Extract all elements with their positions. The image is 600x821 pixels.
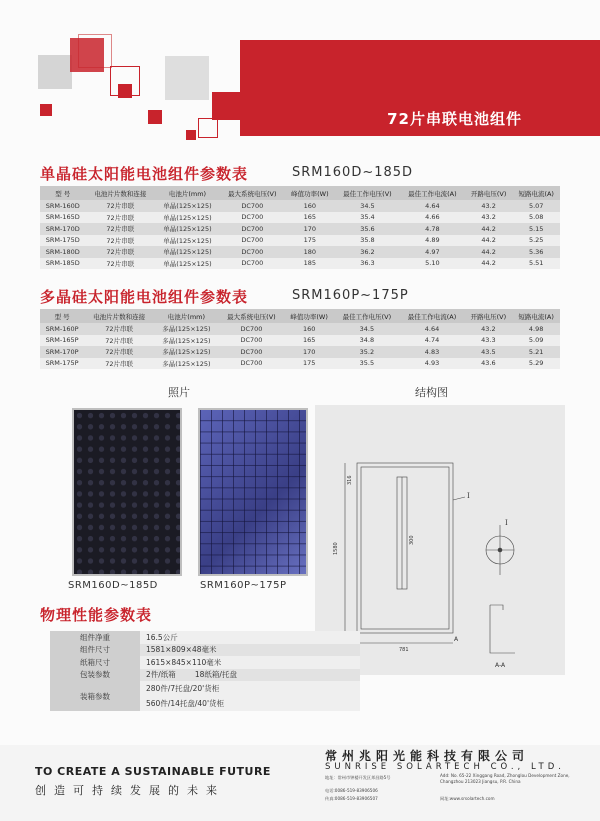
header-cell: 峰值功率(W) [284,309,334,323]
table-row [40,346,560,358]
param-key: 装箱参数 [50,681,140,711]
address-english: Add: No. 65-22 Xinggang Road, Zhonglou Development Zone, Changzhou 213023 Jiangsu, P.R. China [440,773,570,784]
table-cell: 4.66 [400,212,465,224]
table-cell: 43.5 [465,346,513,358]
table-row [40,200,560,212]
decor-square [198,118,218,138]
table-cell: 34.5 [335,200,400,212]
param-value: 1615×845×110毫米 [140,656,360,669]
table-cell: 44.2 [465,235,513,247]
section-marker: A [454,636,459,643]
header-cell: 短路电流(A) [512,309,560,323]
fax-label: 传真: [325,796,335,801]
table-row [50,656,360,669]
table-cell: 4.83 [399,346,464,358]
company-name-english: SUNRISE SOLARTECH CO., LTD. [325,762,565,772]
table-cell: SRM-165D [40,212,86,224]
table-cell: 单晶(125×125) [155,246,220,258]
table-cell: DC700 [219,346,284,358]
table-cell: SRM-170D [40,223,86,235]
param-key: 纸箱尺寸 [50,656,140,669]
table-cell: SRM-165P [40,335,84,347]
table-cell: 5.36 [512,246,560,258]
table-cell: 72片串联 [84,358,154,370]
table-cell: 43.3 [465,335,513,347]
mono-model-range: SRM160D~185D [292,165,414,180]
mono-spec-table [40,186,560,269]
table-cell: DC700 [220,235,285,247]
table-cell: 单晶(125×125) [155,258,220,270]
table-cell: 35.8 [335,235,400,247]
photos-heading: 照片 [168,386,190,399]
param-key: 包装参数 [50,669,140,682]
table-cell: 4.98 [512,323,560,335]
table-cell: 72片串联 [84,346,154,358]
header-cell: 电池片片数和连接 [86,186,156,200]
mono-table-title: 单晶硅太阳能电池组件参数表 [40,165,249,183]
table-cell: 单晶(125×125) [155,235,220,247]
param-value: 2件/纸箱 18纸箱/托盘 [140,669,360,682]
table-cell: 35.4 [335,212,400,224]
table-cell: 单晶(125×125) [155,212,220,224]
website[interactable] [440,796,495,802]
frame-section [490,605,515,653]
frame-outline [357,463,453,633]
table-cell: SRM-180D [40,246,86,258]
table-cell: 4.89 [400,235,465,247]
param-key: 组件净重 [50,631,140,644]
table-cell: 185 [285,258,335,270]
poly-panel-photo [198,408,308,576]
decor-square [70,38,104,72]
table-cell: 单晶(125×125) [155,200,220,212]
banner-title: 72片串联电池组件 [387,110,522,128]
address-chinese: 地址：常州市钟楼开发区邦昌路5号 [325,775,391,780]
poly-spec-table [40,309,560,369]
table-cell: 多晶(125×125) [154,335,219,347]
decor-square [118,84,132,98]
physical-spec-table [50,631,360,711]
table-cell: SRM-160D [40,200,86,212]
table-row [40,258,560,270]
decor-square [148,110,162,124]
phone [325,788,378,794]
table-cell: 多晶(125×125) [154,358,219,370]
edge-dimension: 316 [347,475,353,485]
header-cell: 型 号 [40,309,84,323]
table-cell: 72片串联 [86,223,156,235]
header-cell: 最佳工作电压(V) [334,309,399,323]
table-cell: 72片串联 [86,212,156,224]
decor-square [186,130,196,140]
table-cell: 5.09 [512,335,560,347]
param-value: 280件/7托盘/20'货柜 [140,681,360,696]
table-row [40,246,560,258]
table-cell: SRM-160P [40,323,84,335]
table-cell: 4.64 [399,323,464,335]
table-row [40,223,560,235]
header-cell: 峰值功率(W) [285,186,335,200]
table-cell: 72片串联 [84,335,154,347]
table-cell: 43.2 [465,323,513,335]
decor-square [165,56,209,100]
title-banner [240,40,600,136]
header-cell: 最大系统电压(V) [219,309,284,323]
poly-model-range: SRM160P~175P [292,288,409,303]
header-cell: 最佳工作电压(V) [335,186,400,200]
table-cell: DC700 [220,200,285,212]
table-cell: 5.10 [400,258,465,270]
table-cell: DC700 [219,358,284,370]
decor-square [40,104,52,116]
width-dimension: 781 [399,647,409,653]
header-cell: 开路电压(V) [465,186,513,200]
table-cell: SRM-185D [40,258,86,270]
table-cell: 5.25 [512,235,560,247]
table-cell: 43.6 [465,358,513,370]
param-value: 1581×809×48毫米 [140,644,360,657]
company-name-chinese: 常州兆阳光能科技有限公司 [325,749,530,763]
header-cell: 最佳工作电流(A) [399,309,464,323]
table-row [40,335,560,347]
table-cell: 5.15 [512,223,560,235]
height-dimension: 1580 [333,542,339,555]
table-header-row [40,186,560,200]
table-cell: 4.97 [400,246,465,258]
table-cell: 多晶(125×125) [154,346,219,358]
detail-marker: I [467,492,470,500]
phone-number: 0086-519-83906506 [334,788,378,793]
table-cell: DC700 [219,323,284,335]
table-cell: 36.2 [335,246,400,258]
table-cell: SRM-175D [40,235,86,247]
table-cell: 36.3 [335,258,400,270]
table-cell: DC700 [220,212,285,224]
table-cell: 4.78 [400,223,465,235]
phone-label: 电话: [325,788,335,793]
table-row [50,644,360,657]
table-row [40,212,560,224]
table-cell: 单晶(125×125) [155,223,220,235]
header-cell: 电池片(mm) [154,309,219,323]
fax-number: 0086-519-83906507 [334,796,378,801]
table-cell: 72片串联 [86,235,156,247]
table-cell: 34.8 [334,335,399,347]
table-cell: 165 [284,335,334,347]
table-row [50,669,360,682]
table-cell: 5.29 [512,358,560,370]
poly-photo-caption: SRM160P~175P [200,580,287,591]
table-cell: 72片串联 [84,323,154,335]
section-label: A-A [495,662,506,669]
fax [325,796,378,802]
table-cell: 43.2 [465,212,513,224]
table-cell: DC700 [219,335,284,347]
frame-inner [361,467,449,629]
table-cell: 多晶(125×125) [154,323,219,335]
slogan-chinese: 创造可持续发展的未来 [35,784,225,797]
table-cell: 44.2 [465,246,513,258]
mono-panel-photo [72,408,182,576]
decor-square [212,92,240,120]
table-cell: 180 [285,246,335,258]
header-cell: 型 号 [40,186,86,200]
table-cell: 5.08 [512,212,560,224]
table-cell: SRM-170P [40,346,84,358]
param-value: 16.5公斤 [140,631,360,644]
table-cell: 175 [284,358,334,370]
param-value: 560件/14托盘/40'货柜 [140,696,360,711]
table-row [40,323,560,335]
table-cell: 160 [285,200,335,212]
mono-photo-caption: SRM160D~185D [68,580,158,591]
poly-table-title: 多晶硅太阳能电池组件参数表 [40,288,249,306]
table-row [40,235,560,247]
table-cell: 43.2 [465,200,513,212]
table-cell: DC700 [220,246,285,258]
table-row [50,681,360,696]
header-cell: 电池片片数和连接 [84,309,154,323]
table-cell: 5.07 [512,200,560,212]
header-cell: 电池片(mm) [155,186,220,200]
header-cell: 开路电压(V) [465,309,513,323]
structure-heading: 结构图 [415,386,448,399]
table-cell: 44.2 [465,223,513,235]
table-cell: 34.5 [334,323,399,335]
table-cell: 4.74 [399,335,464,347]
table-cell: 160 [284,323,334,335]
table-cell: DC700 [220,223,285,235]
table-cell: 4.93 [399,358,464,370]
table-cell: 165 [285,212,335,224]
table-cell: 4.64 [400,200,465,212]
table-cell: 175 [285,235,335,247]
inner-dimension: 300 [409,535,415,545]
table-cell: 44.2 [465,258,513,270]
table-cell: 35.2 [334,346,399,358]
table-header-row [40,309,560,323]
header-cell: 短路电流(A) [512,186,560,200]
table-row [40,358,560,370]
table-cell: 72片串联 [86,246,156,258]
website-url[interactable]: www.srsolartech.com [449,796,495,801]
table-cell: 5.51 [512,258,560,270]
table-cell: 170 [285,223,335,235]
table-cell: 72片串联 [86,200,156,212]
slogan-english: TO CREATE A SUSTAINABLE FUTURE [35,765,271,778]
table-row [50,631,360,644]
header-cell: 最大系统电压(V) [220,186,285,200]
table-cell: 35.5 [334,358,399,370]
detail-marker: I [505,519,508,527]
table-cell: 170 [284,346,334,358]
table-cell: DC700 [220,258,285,270]
header-cell: 最佳工作电流(A) [400,186,465,200]
table-cell: 72片串联 [86,258,156,270]
table-cell: SRM-175P [40,358,84,370]
website-label: 网址: [440,796,450,801]
decor-square [38,55,72,89]
table-cell: 35.6 [335,223,400,235]
physical-table-title: 物理性能参数表 [40,606,153,624]
table-cell: 5.21 [512,346,560,358]
param-key: 组件尺寸 [50,644,140,657]
